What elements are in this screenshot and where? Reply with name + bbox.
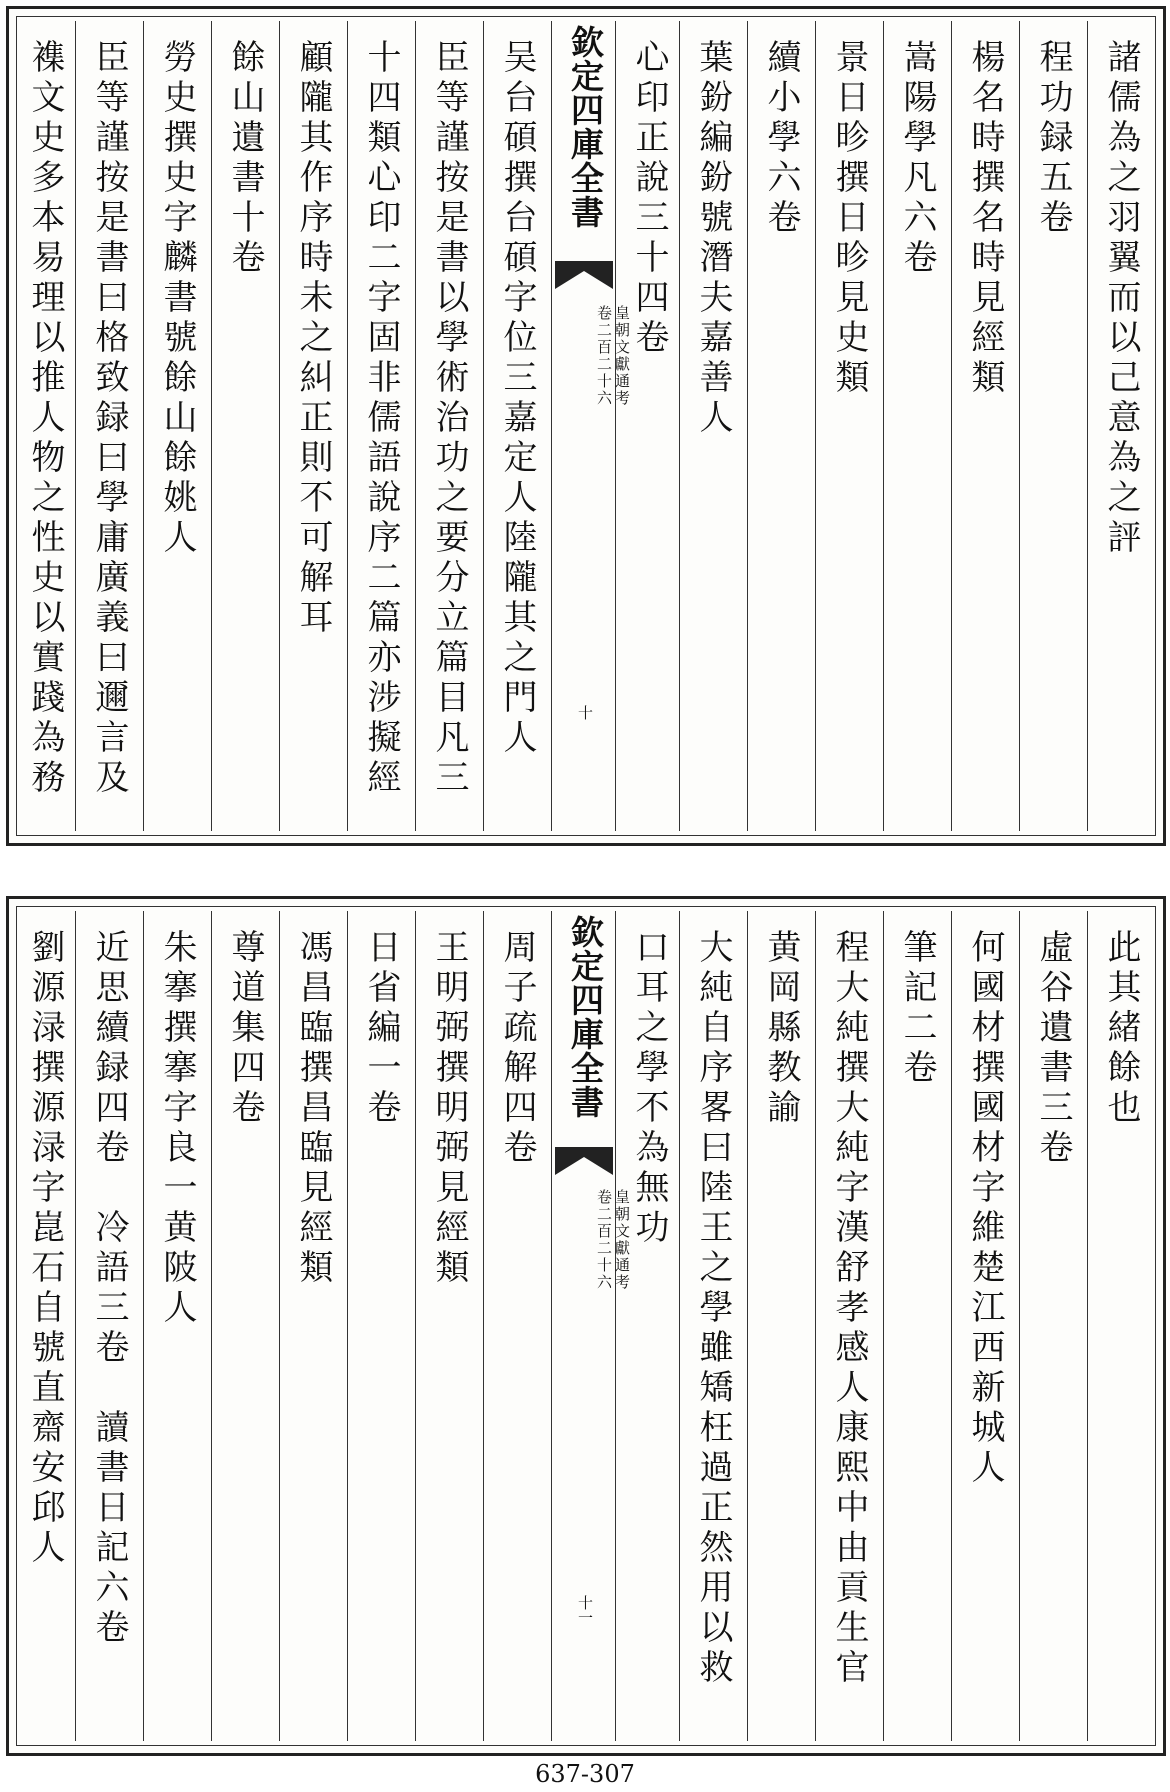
text-column-8: 口耳之學不為無功 [629, 929, 669, 1249]
page-top [6, 6, 1166, 846]
text-column-4: 筆記二卷 [897, 929, 937, 1089]
column-rule [815, 911, 816, 1741]
column-rule [211, 21, 212, 831]
column-rule [211, 911, 212, 1741]
column-rule [1087, 911, 1088, 1741]
text-column-2: 虛谷遺書三卷 [1033, 929, 1073, 1169]
text-column-9: 周子疏解四卷 [497, 929, 537, 1169]
text-column-5: 程大純撰大純字漢舒孝感人康熙中由貢生官 [829, 929, 869, 1689]
text-column-3: 何國材撰國材字維楚江西新城人 [965, 929, 1005, 1489]
column-rule [679, 21, 680, 831]
center-subtitle-line-1: 皇朝文獻通考 [613, 1189, 631, 1291]
leaf-number: 十一 [576, 1595, 594, 1625]
text-column-5: 景日昣撰日昣見史類 [829, 39, 869, 399]
column-rule [279, 911, 280, 1741]
text-column-12: 顧隴其作序時未之糾正則不可解耳 [293, 39, 333, 639]
center-subtitle [575, 305, 631, 407]
page-number-footer: 637-307 [535, 1760, 635, 1788]
text-column-9: 吴台碩撰台碩字位三嘉定人陸隴其之門人 [497, 39, 537, 759]
column-rule [143, 911, 144, 1741]
text-column-1: 諸儒為之羽翼而以己意為之評 [1101, 39, 1141, 559]
text-column-10: 王明弼撰明弼見經類 [429, 929, 469, 1289]
text-column-11: 十四類心印二字固非儒語說序二篇亦涉擬經 [361, 39, 401, 799]
column-rule [483, 911, 484, 1741]
column-rule [483, 21, 484, 831]
text-column-15: 近思續録四卷 冷語三卷 讀書日記六卷 [89, 929, 129, 1649]
text-column-13: 餘山遺書十卷 [225, 39, 265, 279]
column-rule [1087, 21, 1088, 831]
text-column-7: 大純自序畧曰陸王之學雖矯枉過正然用以救 [693, 929, 733, 1689]
text-column-1: 此其緒餘也 [1101, 929, 1141, 1129]
center-subtitle-line-2: 卷二百二十六 [595, 305, 613, 407]
column-rule [347, 911, 348, 1741]
book-title-heading: 欽定四庫全書 [566, 25, 605, 229]
fish-tail-ornament-icon [555, 261, 613, 291]
text-column-15: 臣等謹按是書曰格致録曰學庸廣義曰邇言及 [89, 39, 129, 799]
text-column-6: 續小學六卷 [761, 39, 801, 239]
column-rule [415, 911, 416, 1741]
text-column-11: 日省編一卷 [361, 929, 401, 1129]
column-rule [747, 21, 748, 831]
column-rule [815, 21, 816, 831]
column-rule [415, 21, 416, 831]
center-subtitle-line-1: 皇朝文獻通考 [613, 305, 631, 407]
column-rule [883, 911, 884, 1741]
column-rule [883, 21, 884, 831]
text-column-14: 朱搴撰搴字良一黄陂人 [157, 929, 197, 1329]
column-rule [951, 21, 952, 831]
column-rule [679, 911, 680, 1741]
text-column-16: 劉源渌撰源渌字崑石自號直齋安邱人 [25, 929, 65, 1569]
text-column-16: 襍文史多本易理以推人物之性史以實踐為務 [25, 39, 65, 799]
column-rule [551, 911, 552, 1741]
text-column-10: 臣等謹按是書以學術治功之要分立篇目凡三 [429, 39, 469, 799]
text-column-13: 尊道集四卷 [225, 929, 265, 1129]
column-rule [347, 21, 348, 831]
column-rule [951, 911, 952, 1741]
text-column-8: 心印正說三十四卷 [629, 39, 669, 359]
text-column-2: 程功録五卷 [1033, 39, 1073, 239]
leaf-number: 十 [576, 705, 594, 720]
text-column-4: 嵩陽學凡六卷 [897, 39, 937, 279]
center-subtitle [575, 1189, 631, 1291]
column-rule [143, 21, 144, 831]
column-rule [1019, 21, 1020, 831]
column-rule [615, 911, 616, 1741]
book-title-heading: 欽定四庫全書 [566, 915, 605, 1119]
column-rule [747, 911, 748, 1741]
column-rule [279, 21, 280, 831]
text-column-14: 勞史撰史字麟書號餘山餘姚人 [157, 39, 197, 559]
text-column-7: 葉鈖編鈖號潛夫嘉善人 [693, 39, 733, 439]
column-rule [75, 911, 76, 1741]
column-rule [75, 21, 76, 831]
column-rule [551, 21, 552, 831]
text-column-3: 楊名時撰名時見經類 [965, 39, 1005, 399]
text-column-6: 黄岡縣教諭 [761, 929, 801, 1129]
column-rule [615, 21, 616, 831]
text-column-12: 馮昌臨撰昌臨見經類 [293, 929, 333, 1289]
center-subtitle-line-2: 卷二百二十六 [595, 1189, 613, 1291]
column-rule [1019, 911, 1020, 1741]
page-bottom [6, 896, 1166, 1756]
fish-tail-ornament-icon [555, 1147, 613, 1177]
